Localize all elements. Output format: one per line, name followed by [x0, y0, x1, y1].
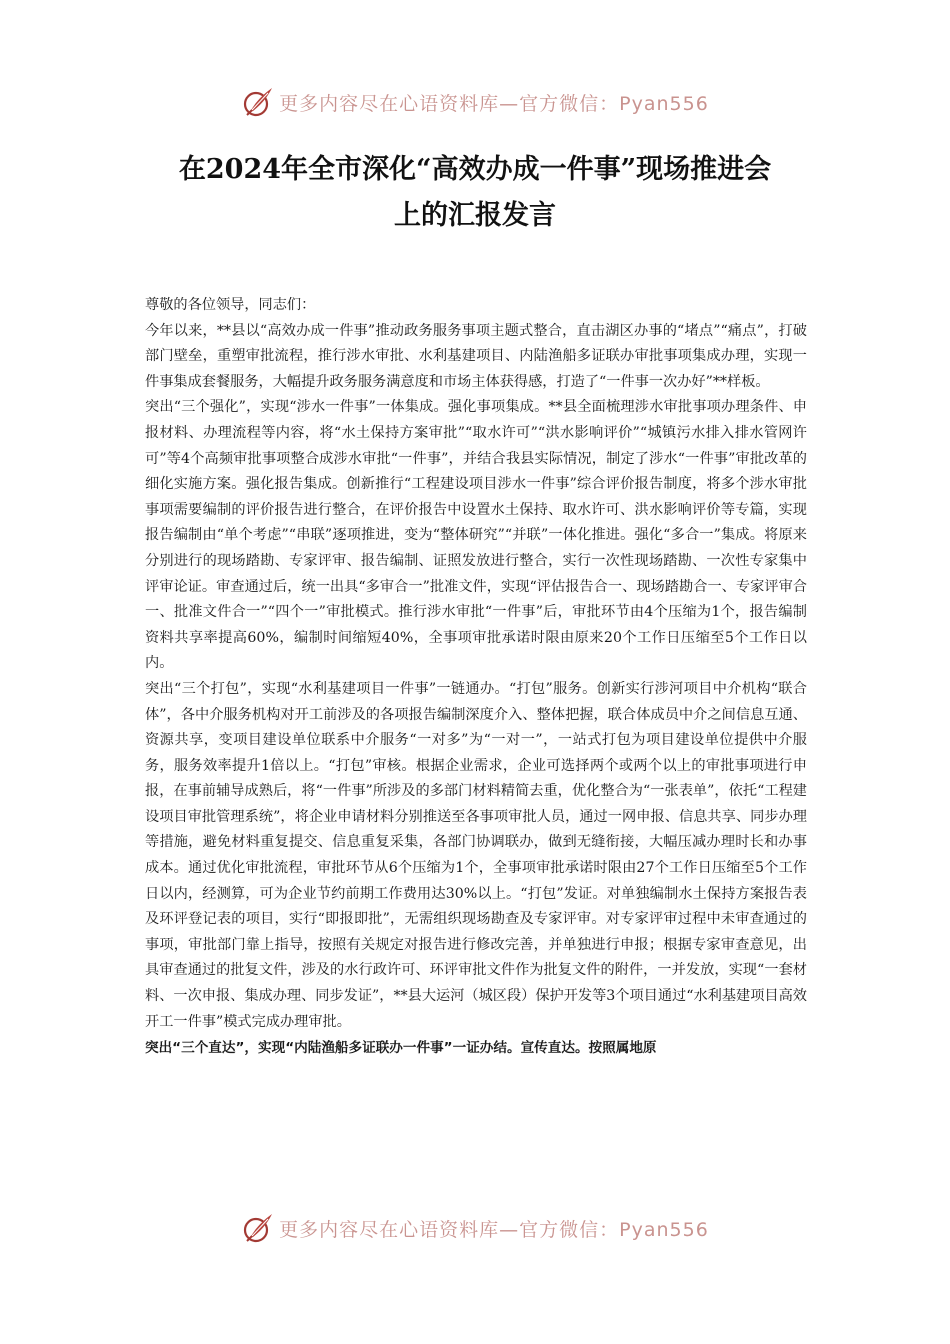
feather-pen-logo-icon	[241, 1211, 275, 1245]
document-body	[145, 293, 807, 1060]
watermark-banner-bottom	[0, 1208, 950, 1248]
feather-pen-logo-icon	[241, 85, 275, 119]
title-line-2: 上的汇报发言	[394, 200, 556, 231]
title-line-1: 在2024年全市深化“高效办成一件事”现场推进会	[178, 154, 772, 185]
watermark-text: 更多内容尽在心语资料库—官方微信：Pyan556	[279, 92, 709, 115]
paragraph-intro: 今年以来，**县以“高效办成一件事”推动政务服务事项主题式整合，直击湖区办事的“堵点”“痛点”，打破部门壁垒，重塑审批流程，推行涉水审批、水利基建项目、内陆渔船多证联办审批事项集成办理，实现一件事集成套餐服务，大幅提升政务服务满意度和市场主体获得感，打造了“一件事一次办好”**样板。	[145, 322, 807, 390]
watermark-text: 更多内容尽在心语资料库—官方微信：Pyan556	[279, 1218, 709, 1241]
watermark-banner-top	[0, 82, 950, 122]
paragraph-infrastructure: 突出“三个打包”，实现“水利基建项目一件事”一链通办。“打包”服务。创新实行涉河项目中介机构“联合体”，各中介服务机构对开工前涉及的各项报告编制深度介入、整体把握，联合体成员中介之间信息互通、资源共享，变项目建设单位联系中介服务“一对多”为“一对一”，一站式打包为项目建设单位提供中介服务，服务效率提升1倍以上。“打包”审核。根据企业需求，企业可选择两个或两个以上的审批事项进行申报，在事前辅导成熟后，将“一件事”所涉及的多部门材料精简去重，优化整合为“一张表单”，依托“工程建设项目审批管理系统”，将企业申请材料分别推送至各事项审批人员，通过一网申报、信息共享、同步办理等措施，避免材料重复提交、信息重复采集，各部门协调联办，做到无缝衔接，大幅压减办理时长和办事成本。通过优化审批流程，审批环节从6个压缩为1个，全事项审批承诺时限由27个工作日压缩至5个工作日以内，经测算，可为企业节约前期工作费用达30%以上。“打包”发证。对单独编制水土保持方案报告表及环评登记表的项目，实行“即报即批”，无需组织现场勘查及专家评审。对专家评审过程中未审查通过的事项，审批部门靠上指导，按照有关规定对报告进行修改完善，并单独进行申报；根据专家审查意见，出具审查通过的批复文件，涉及的水行政许可、环评审批文件作为批复文件的附件，一并发放，实现“一套材料、一次申报、集成办理、同步发证”，**县大运河（城区段）保护开发等3个项目通过“水利基建项目高效开工一件事”模式完成办理审批。	[145, 680, 807, 1030]
paragraph-water-affairs: 突出“三个强化”，实现“涉水一件事”一体集成。强化事项集成。**县全面梳理涉水审批事项办理条件、申报材料、办理流程等内容，将“水土保持方案审批”“取水许可”“洪水影响评价”“城镇污水排入排水管网许可”等4个高频审批事项整合成涉水审批“一件事”，并结合我县实际情况，制定了涉水“一件事”审批改革的细化实施方案。强化报告集成。创新推行“工程建设项目涉水一件事”综合评价报告制度，将多个涉水审批事项需要编制的评价报告进行整合，在评价报告中设置水土保持、取水许可、洪水影响评价等专篇，实现报告编制由“单个考虑”“串联”逐项推进，变为“整体研究”“并联”一体化推进。强化“多合一”集成。将原来分别进行的现场踏勘、专家评审、报告编制、证照发放进行整合，实行一次性现场踏勘、一次性专家集中评审论证。审查通过后，统一出具“多审合一”批准文件，实现“评估报告合一、现场踏勘合一、专家评审合一、批准文件合一”“四个一”审批模式。推行涉水审批“一件事”后，审批环节由4个压缩为1个，报告编制资料共享率提高60%，编制时间缩短40%，全事项审批承诺时限由原来20个工作日压缩至5个工作日以内。	[145, 399, 807, 672]
paragraph-fishing-boats: 突出“三个直达”，实现“内陆渔船多证联办一件事”一证办结。宣传直达。按照属地原	[145, 1040, 657, 1057]
salutation: 尊敬的各位领导，同志们：	[145, 297, 316, 313]
document-title	[100, 147, 850, 239]
